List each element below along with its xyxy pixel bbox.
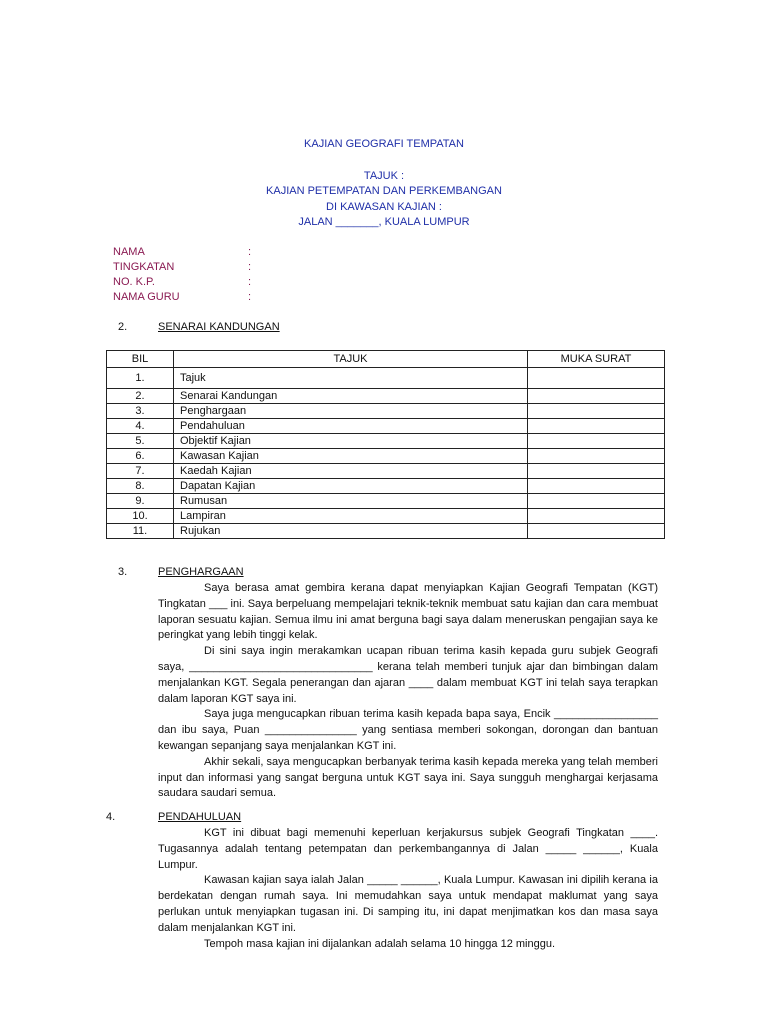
cell-muka-surat — [528, 509, 665, 524]
cell-bil: 8. — [107, 479, 174, 494]
field-label: NAMA GURU — [113, 291, 180, 303]
cell-bil: 3. — [107, 404, 174, 419]
cell-bil: 10. — [107, 509, 174, 524]
cell-tajuk: Kawasan Kajian — [174, 449, 528, 464]
table-row — [107, 494, 665, 509]
cell-bil: 2. — [107, 389, 174, 404]
cell-tajuk: Kaedah Kajian — [174, 464, 528, 479]
table-row — [107, 368, 665, 389]
cell-muka-surat — [528, 449, 665, 464]
section-3-heading — [118, 566, 244, 578]
section-4-heading — [106, 811, 241, 823]
section-title: PENDAHULUAN — [158, 811, 242, 823]
cell-muka-surat — [528, 368, 665, 389]
cell-bil: 4. — [107, 419, 174, 434]
section-2-heading — [118, 321, 280, 333]
cell-bil: 1. — [107, 368, 174, 389]
paragraph: Kawasan kajian saya ialah Jalan _____ ______, Kuala Lumpur. Kawasan ini dipilih kerana ia berdekatan dengan rumah saya. Ini memudahkan saya untuk mendapat maklumat yang saya perlukan untuk menyiapkan tugasan ini. Di samping itu, ini dapat menjimatkan kos dan masa saya dalam menjalankan KGT ini. — [158, 874, 658, 934]
cell-muka-surat — [528, 464, 665, 479]
tajuk-line-2: DI KAWASAN KAJIAN : — [326, 200, 442, 213]
cell-bil: 6. — [107, 449, 174, 464]
cell-tajuk: Objektif Kajian — [174, 434, 528, 449]
field-tingkatan — [113, 260, 258, 275]
contents-table — [106, 350, 665, 539]
table-row — [107, 509, 665, 524]
paragraph: Saya juga mengucapkan ribuan terima kasih kepada bapa saya, Encik _________________ dan ibu saya, Puan _______________ yang sentiasa memberi sokongan, dorongan dan bantuan kewangan sepanjang saya menjalankan KGT ini. — [158, 708, 658, 752]
cell-tajuk: Pendahuluan — [174, 419, 528, 434]
title-block — [0, 137, 768, 231]
tajuk-label: TAJUK : — [363, 169, 405, 182]
field-no-kp — [113, 275, 258, 290]
cell-muka-surat — [528, 404, 665, 419]
field-label: NO. K.P. — [113, 276, 155, 288]
field-colon: : — [248, 291, 252, 303]
cell-tajuk: Rumusan — [174, 494, 528, 509]
field-colon: : — [248, 261, 252, 273]
field-nama — [113, 245, 258, 260]
cell-tajuk: Rujukan — [174, 524, 528, 539]
field-nama-guru — [113, 290, 258, 305]
cell-tajuk: Senarai Kandungan — [174, 389, 528, 404]
cell-muka-surat — [528, 479, 665, 494]
cell-muka-surat — [528, 434, 665, 449]
field-label: TINGKATAN — [113, 261, 175, 273]
header-bil: BIL — [107, 351, 174, 368]
table-header-row — [107, 351, 665, 368]
pendahuluan-body — [158, 826, 658, 952]
header-tajuk: TAJUK — [174, 351, 528, 368]
table-row — [107, 389, 665, 404]
cell-bil: 11. — [107, 524, 174, 539]
section-number: 3. — [118, 566, 128, 578]
cell-bil: 5. — [107, 434, 174, 449]
cell-tajuk: Penghargaan — [174, 404, 528, 419]
field-colon: : — [248, 246, 252, 258]
document-title: KAJIAN GEOGRAFI TEMPATAN — [304, 138, 464, 150]
table-row — [107, 524, 665, 539]
cell-tajuk: Tajuk — [174, 368, 528, 389]
paragraph: KGT ini dibuat bagi memenuhi keperluan kerjakursus subjek Geografi Tingkatan ____. Tugasannya adalah tentang petempatan dan perkembangannya di Jalan _____ ______, Kuala Lumpur. — [158, 827, 658, 871]
table-row — [107, 449, 665, 464]
paragraph: Saya berasa amat gembira kerana dapat menyiapkan Kajian Geografi Tempatan (KGT) Tingkatan ___ ini. Saya berpeluang mempelajari teknik-teknik membuat satu kajian dan cara membuat laporan sesuatu kajian. Semua ilmu ini amat berguna bagi saya dalam meneruskan pengajian saya ke peringkat yang lebih tinggi kelak. — [158, 582, 658, 642]
table-row — [107, 404, 665, 419]
paragraph: Di sini saya ingin merakamkan ucapan ribuan terima kasih kepada guru subjek Geografi saya, ______________________________ kerana telah memberi tunjuk ajar dan bimbingan dalam menjalankan KGT. Segala penerangan dan ajaran ____ dalam membuat KGT ini telah saya terapkan dalam laporan KGT saya ini. — [158, 645, 658, 705]
paragraph: Akhir sekali, saya mengucapkan berbanyak terima kasih kepada mereka yang telah memberi input dan informasi yang sangat berguna untuk KGT saya ini. Saya sungguh menghargai kerjasama saudara saudari semua. — [158, 755, 658, 800]
cell-tajuk: Lampiran — [174, 509, 528, 524]
section-number: 4. — [106, 811, 116, 823]
header-muka-surat: MUKA SURAT — [528, 351, 665, 368]
cell-muka-surat — [528, 419, 665, 434]
table-row — [107, 419, 665, 434]
student-info — [113, 245, 258, 305]
table-row — [107, 479, 665, 494]
table-row — [107, 434, 665, 449]
section-title: SENARAI KANDUNGAN — [158, 321, 280, 333]
field-colon: : — [248, 276, 252, 288]
paragraph: Tempoh masa kajian ini dijalankan adalah selama 10 hingga 12 minggu. — [204, 937, 556, 950]
cell-muka-surat — [528, 389, 665, 404]
penghargaan-body — [158, 581, 658, 802]
table-row — [107, 464, 665, 479]
section-title: PENGHARGAAN — [158, 566, 244, 578]
cell-muka-surat — [528, 494, 665, 509]
cell-tajuk: Dapatan Kajian — [174, 479, 528, 494]
tajuk-line-1: KAJIAN PETEMPATAN DAN PERKEMBANGAN — [266, 185, 502, 197]
section-number: 2. — [118, 321, 128, 333]
field-label: NAMA — [113, 246, 145, 258]
cell-bil: 9. — [107, 494, 174, 509]
tajuk-line-3: JALAN _______, KUALA LUMPUR — [298, 216, 470, 228]
cell-bil: 7. — [107, 464, 174, 479]
cell-muka-surat — [528, 524, 665, 539]
